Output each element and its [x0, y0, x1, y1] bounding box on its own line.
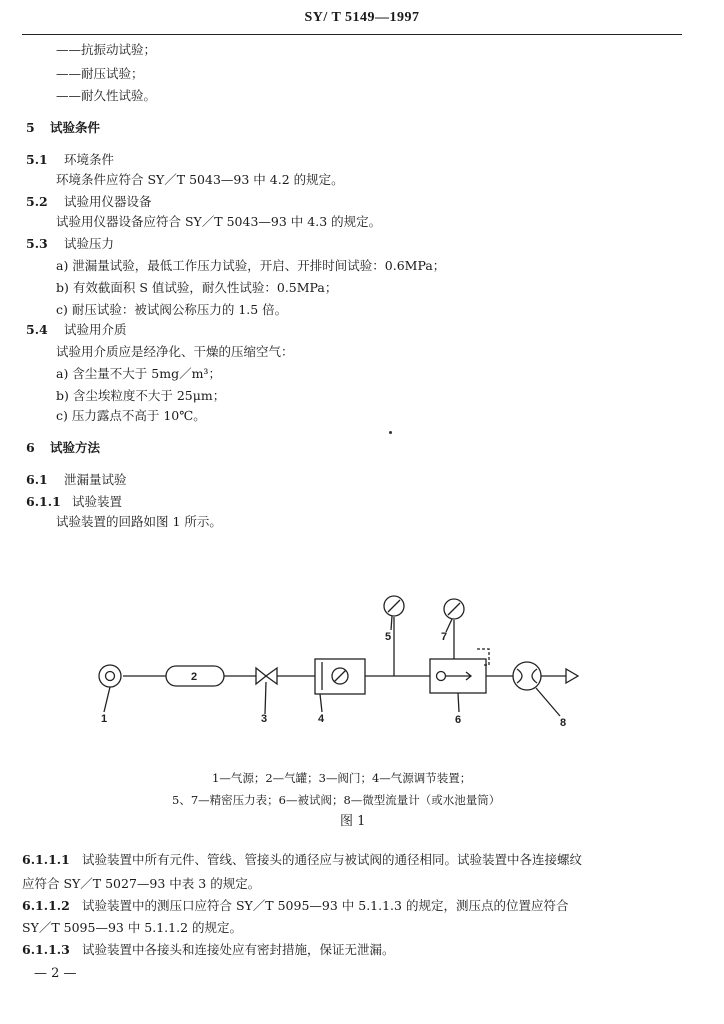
page-header-title: SY/ T 5149—1997 [304, 10, 420, 25]
section-title: 试验用仪器设备 [63, 194, 152, 209]
section-number: 6.1 [26, 472, 48, 487]
section-title: 试验条件 [49, 120, 100, 135]
section-5-4-text: 试验用介质应是经净化、干燥的压缩空气： [56, 344, 294, 359]
flow-meter-icon [517, 669, 522, 683]
section-title: 环境条件 [63, 152, 114, 167]
exhaust-icon [566, 669, 578, 683]
air-source-icon [106, 672, 115, 681]
figure-label-5: 5 [385, 631, 392, 643]
leader-line [320, 694, 322, 712]
figure-label-8: 8 [560, 717, 567, 729]
section-5-4-item-b: b) 含尘埃粒度不大于 25μm； [56, 388, 226, 403]
section-5-4-item-a: a) 含尘量不大于 5mg／m³； [56, 366, 221, 381]
flow-meter-icon [532, 669, 537, 683]
leader-line [458, 693, 459, 712]
figure-label-2: 2 [191, 671, 198, 683]
figure-label-3: 3 [261, 713, 268, 725]
section-5-3-item-b: b) 有效截面积 S 值试验，耐久性试验：0.5MPa； [56, 280, 338, 295]
flow-meter-icon [513, 662, 541, 690]
section-number: 5 [26, 120, 35, 135]
clause-text: 试验装置中各接头和连接处应有密封措施，保证无泄漏。 [81, 942, 395, 957]
clause-number: 6.1.1.2 [22, 898, 70, 913]
figure-label-6: 6 [455, 714, 462, 726]
section-title: 试验方法 [49, 440, 100, 455]
section-title: 试验压力 [63, 236, 114, 251]
leader-line [104, 687, 110, 712]
valve-icon [266, 668, 277, 684]
section-number: 5.3 [26, 236, 48, 251]
section-title: 试验装置 [71, 494, 122, 509]
figure-label-1: 1 [101, 713, 108, 725]
clause-6-1-1-2-line-1 [22, 898, 568, 914]
pressure-gauge-icon [388, 600, 400, 612]
intro-item-3: ——耐久性试验。 [56, 88, 157, 103]
section-number: 5.2 [26, 194, 48, 209]
clause-6-1-1-1-line-2: 应符合 SY／T 5027—93 中表 3 的规定。 [22, 876, 261, 891]
section-5-3-item-c: c) 耐压试验：被试阀公称压力的 1.5 倍。 [56, 302, 288, 317]
clause-6-1-1-1-line-1 [22, 852, 582, 868]
figure-legend-line-1: 1—气源；2—气罐；3—阀门；4—气源调节装置； [212, 771, 472, 785]
section-6-1-1-text: 试验装置的回路如图 1 所示。 [56, 514, 222, 529]
section-number: 6 [26, 440, 35, 455]
section-title: 泄漏量试验 [63, 472, 127, 487]
clause-6-1-1-3-line-1 [22, 942, 395, 958]
figure-label-7: 7 [441, 631, 448, 643]
clause-text: 试验装置中的测压口应符合 SY／T 5095—93 中 5.1.1.3 的规定，测压点的位置应符合 [81, 898, 569, 913]
air-source-icon [99, 665, 121, 687]
leader-line [536, 688, 560, 716]
figure-legend-line-2: 5、7—精密压力表；6—被试阀；8—微型流量计（或水池量筒） [172, 793, 501, 807]
clause-number: 6.1.1.1 [22, 852, 70, 867]
section-5-1-text: 环境条件应符合 SY／T 5043—93 中 4.2 的规定。 [56, 172, 344, 187]
section-5-4-item-c: c) 压力露点不高于 10℃。 [56, 408, 206, 423]
figure-caption: 图 1 [340, 814, 366, 829]
clause-text: 试验装置中所有元件、管线、管接头的通径应与被试阀的通径相同。试验装置中各连接螺纹 [81, 852, 582, 867]
valve-icon [256, 668, 266, 684]
section-number: 6.1.1 [26, 494, 61, 509]
pilot-line [477, 649, 489, 665]
section-number: 5.1 [26, 152, 48, 167]
section-title: 试验用介质 [63, 322, 127, 337]
section-5-2-text: 试验用仪器设备应符合 SY／T 5043—93 中 4.3 的规定。 [56, 214, 382, 229]
page-number: — 2 — [34, 966, 77, 981]
intro-item-1: ——抗振动试验； [56, 42, 157, 57]
section-number: 5.4 [26, 322, 48, 337]
leader-line [265, 682, 266, 714]
section-5-3-item-a: a) 泄漏量试验，最低工作压力试验，开启、开排时间试验：0.6MPa； [56, 258, 446, 273]
clause-6-1-1-2-line-2: SY／T 5095—93 中 5.1.1.2 的规定。 [22, 920, 242, 935]
conditioning-unit-icon [334, 670, 346, 682]
valve-under-test-icon [437, 672, 446, 681]
intro-item-2: ——耐压试验； [56, 66, 144, 81]
clause-number: 6.1.1.3 [22, 942, 70, 957]
figure-label-4: 4 [318, 713, 325, 725]
pressure-gauge-icon [448, 603, 460, 615]
leader-line [391, 616, 392, 630]
